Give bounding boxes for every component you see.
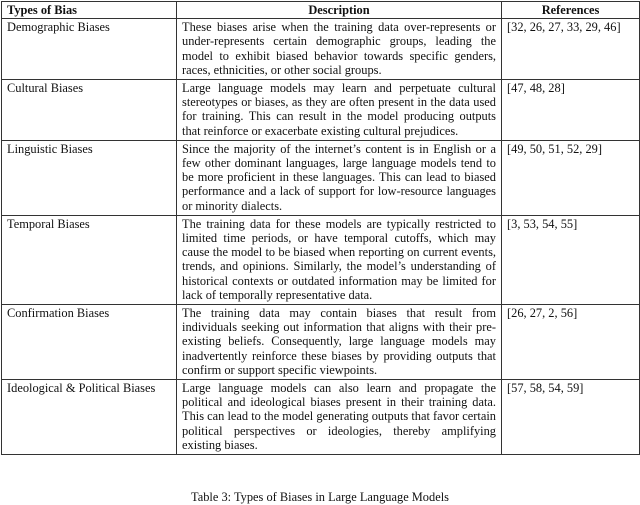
description-cell: Since the majority of the internet’s content is in English or a few other dominant languages, large language models tend to be more proficient in these languages. This can lead to biased performance and a lack of support for low-resource languages or minority dialects.	[177, 140, 502, 215]
table-caption: Table 3: Types of Biases in Large Language Models	[191, 490, 449, 504]
header-types-of-bias: Types of Bias	[2, 2, 177, 19]
table-row	[2, 80, 640, 141]
description-cell: These biases arise when the training data over-represents or under-represents certain demographic groups, leading the model to exhibit biased behavior towards specific genders, races, ethnicities, or other social groups.	[177, 19, 502, 80]
references-cell: [49, 50, 51, 52, 29]	[502, 140, 640, 215]
references-cell: [3, 53, 54, 55]	[502, 215, 640, 304]
table-row	[2, 19, 640, 80]
table-row	[2, 380, 640, 455]
description-cell: The training data for these models are typically restricted to limited time periods, or have temporal cutoffs, which may cause the model to be biased when reporting on current events, trends, and opinions. Similarly, the model’s understanding of historical contexts or outdated information may be limited for lack of temporally representative data.	[177, 215, 502, 304]
bias-types-table	[1, 1, 640, 455]
header-description: Description	[177, 2, 502, 19]
header-references: References	[502, 2, 640, 19]
description-cell: The training data may contain biases that result from individuals seeking out information that aligns with their pre-existing beliefs. Consequently, large language models may inadvertently reinforce these biases by providing outputs that confirm or support specific viewpoints.	[177, 305, 502, 380]
references-cell: [32, 26, 27, 33, 29, 46]	[502, 19, 640, 80]
references-cell: [47, 48, 28]	[502, 80, 640, 141]
references-cell: [26, 27, 2, 56]	[502, 305, 640, 380]
table-row	[2, 215, 640, 304]
bias-type-cell: Linguistic Biases	[2, 140, 177, 215]
bias-type-cell: Temporal Biases	[2, 215, 177, 304]
bias-type-cell: Confirmation Biases	[2, 305, 177, 380]
table-row	[2, 140, 640, 215]
bias-type-cell: Ideological & Political Biases	[2, 380, 177, 455]
description-cell: Large language models may learn and perpetuate cultural stereotypes or biases, as they are often present in the data used for training. This can result in the model producing outputs that reinforce or exacerbate existing cultural prejudices.	[177, 80, 502, 141]
bias-type-cell: Cultural Biases	[2, 80, 177, 141]
table-row	[2, 305, 640, 380]
table-header-row	[2, 2, 640, 19]
description-cell: Large language models can also learn and propagate the political and ideological biases present in their training data. This can lead to the model generating outputs that favor certain political perspectives or ideologies, thereby amplifying existing biases.	[177, 380, 502, 455]
bias-type-cell: Demographic Biases	[2, 19, 177, 80]
references-cell: [57, 58, 54, 59]	[502, 380, 640, 455]
